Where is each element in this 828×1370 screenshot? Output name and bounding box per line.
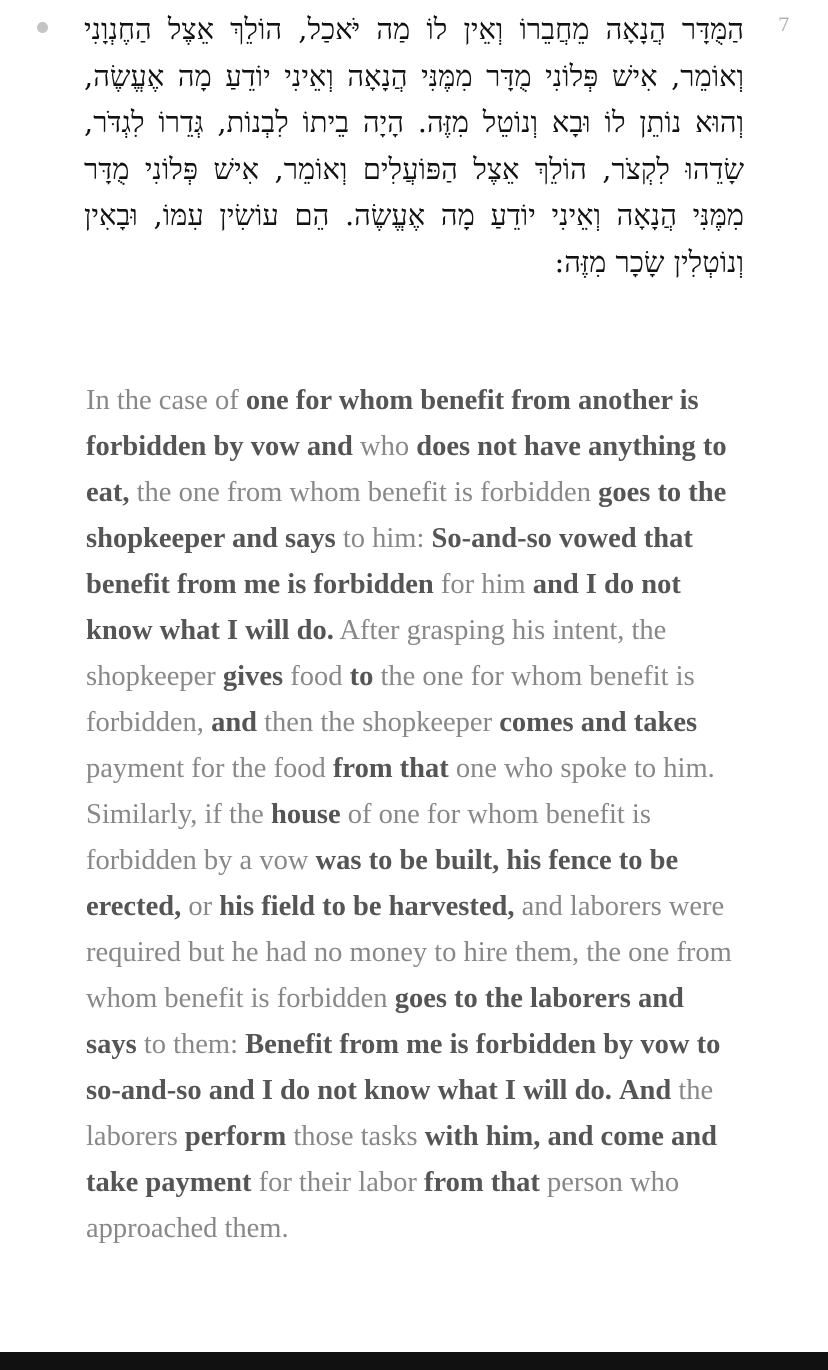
plain-run: then the shopkeeper	[257, 707, 500, 738]
plain-run: or	[181, 891, 220, 922]
bold-run: Benefit from me is forbidden by vow to so-and-so and I do not know what I will do.	[86, 1029, 721, 1106]
plain-run: payment for the food	[86, 753, 333, 784]
bold-run: to	[349, 661, 374, 692]
plain-run: After grasping his intent, the shopkeeper	[86, 615, 667, 692]
bold-run: goes to the laborers and says	[86, 983, 684, 1060]
bold-run: was to be built, his fence to be erected,	[86, 845, 679, 922]
plain-run: one who spoke to him. Similarly, if the	[86, 753, 715, 830]
plain-run: who	[352, 431, 417, 462]
segment-marker-dot[interactable]	[37, 22, 48, 33]
bold-run: house	[270, 799, 341, 830]
plain-run: for their labor	[251, 1167, 424, 1198]
plain-run: for him	[433, 569, 533, 600]
bold-run: So-and-so vowed that benefit from me is forbidden	[86, 523, 693, 600]
bold-run: his field to be harvested,	[219, 891, 515, 922]
english-translation	[86, 378, 738, 1252]
plain-run: In the case of	[86, 385, 246, 416]
plain-run: person who approached them.	[86, 1167, 680, 1244]
plain-run: to them:	[136, 1029, 246, 1060]
plain-run: to him:	[335, 523, 432, 554]
bold-run: does not have anything to eat,	[86, 431, 727, 508]
bold-run: comes and takes	[499, 707, 698, 738]
hebrew-text: הַמֻּדָּר הֲנָאָה מֵחֲבֵרוֹ וְאֵין לוֹ מַה יֹּאכַל, הוֹלֵךְ אֵצֶל הַחֶנְוָנִי וְאוֹמֵר, אִישׁ פְּלוֹנִי מֻדָּר מִמֶּנִּי הֲנָאָה וְאֵינִי יוֹדֵעַ מָה אֶעֱשֶׂה, וְהוּא נוֹתֵן לוֹ וּבָא וְנוֹטֵל מִזֶּה. הָיָה בֵיתוֹ לִבְנוֹת, גְּדֵרוֹ לִגְדֹּר, שָׂדֵהוּ לִקְצֹר, הוֹלֵךְ אֵצֶל הַפּוֹעֲלִים וְאוֹמֵר, אִישׁ פְּלוֹנִי מֻדָּר מִמֶּנִּי הֲנָאָה וְאֵינִי יוֹדֵעַ מָה אֶעֱשֶׂה. הֵם עוֹשִׂין עִמּוֹ, וּבָאִין וְנוֹטְלִין שָׂכָר מִזֶּה:	[84, 12, 744, 279]
plain-run: of one for whom benefit is forbidden by a vow	[86, 799, 651, 876]
plain-run: those tasks	[286, 1121, 425, 1152]
bold-run: one for whom benefit from another is forbidden by vow and	[86, 385, 699, 462]
plain-run: the one from whom benefit is forbidden	[129, 477, 599, 508]
bold-run: and	[211, 707, 258, 738]
bold-run: And	[618, 1075, 672, 1106]
plain-run: food	[283, 661, 350, 692]
segment-number: 7	[777, 14, 790, 36]
bold-run: goes to the shopkeeper and says	[86, 477, 727, 554]
plain-run	[612, 1075, 619, 1106]
plain-run: the one for whom benefit is forbidden,	[86, 661, 695, 738]
plain-run: the laborers	[86, 1075, 714, 1152]
bold-run: gives	[222, 661, 284, 692]
bold-run: with him, and come and take payment	[86, 1121, 717, 1198]
bold-run: perform	[184, 1121, 287, 1152]
bottom-bar	[0, 1352, 828, 1370]
bold-run: from that	[332, 753, 449, 784]
bold-run: from that	[423, 1167, 540, 1198]
plain-run: and laborers were required but he had no money to hire them, the one from whom benefit is forbidden	[86, 891, 732, 1014]
bold-run: and I do not know what I will do.	[86, 569, 681, 646]
